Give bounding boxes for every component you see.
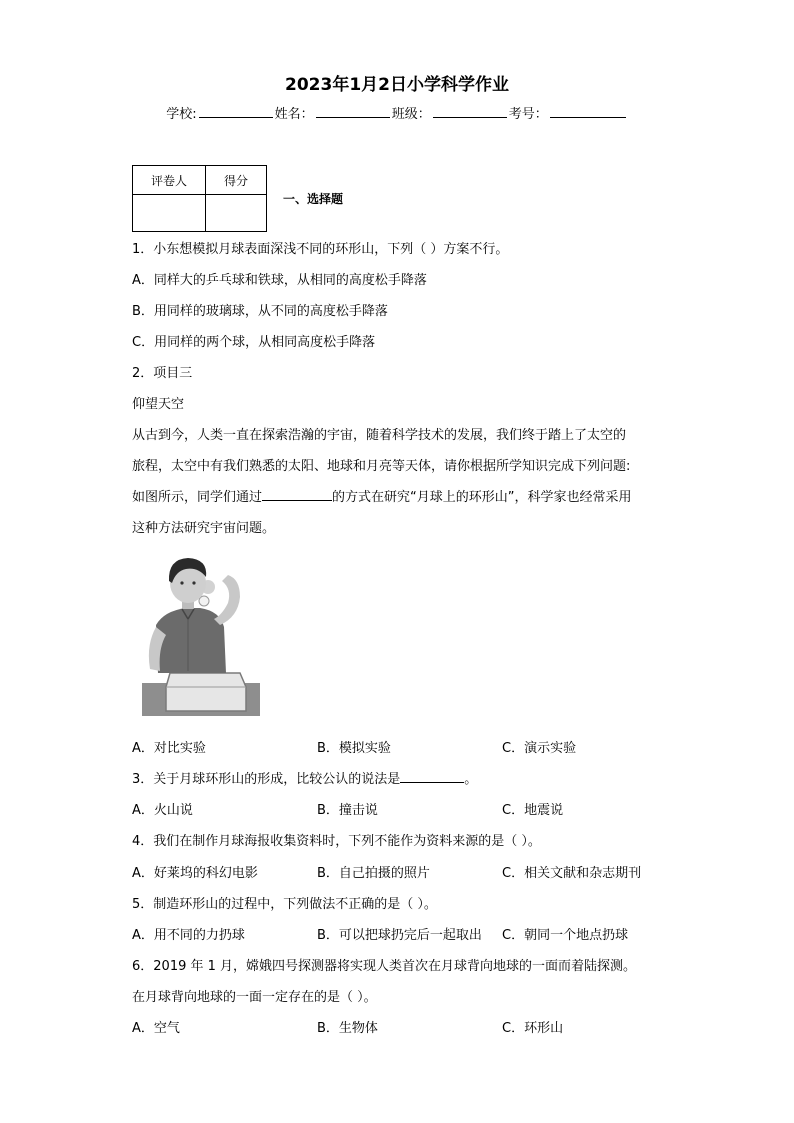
exam-no-blank[interactable]: [550, 105, 626, 118]
question-2-option-c: C．演示实验: [502, 741, 577, 756]
question-3-option-c: C．地震说: [502, 803, 564, 818]
grader-cell[interactable]: [133, 195, 206, 232]
question-6-stem-line-1: 6．2019 年 1 月，嫦娥四号探测器将实现人类首次在月球背向地球的一面而着陆探测。: [132, 959, 637, 974]
name-blank[interactable]: [316, 105, 390, 118]
question-6-stem-line-2: 在月球背向地球的一面一定存在的是（ ）。: [132, 990, 377, 1005]
question-2-text-before-blank: 如图所示，同学们通过: [132, 490, 263, 505]
question-6-option-a: A．空气: [132, 1021, 180, 1036]
school-blank[interactable]: [199, 105, 273, 118]
question-2-text-after-blank: 的方式在研究“月球上的环形山”，科学家也经常采用: [332, 490, 632, 505]
question-2-paragraph-line-4: 这种方法研究宇宙问题。: [132, 521, 276, 536]
question-4-stem: 4．我们在制作月球海报收集资料时，下列不能作为资料来源的是（ ）。: [132, 834, 541, 849]
question-1-stem: 1．小东想模拟月球表面深浅不同的环形山，下列（ ）方案不行。: [132, 242, 509, 257]
question-1-option-a: A．同样大的乒乓球和铁球，从相同的高度松手降落: [132, 273, 427, 288]
section-title: 一、选择题: [283, 192, 344, 206]
question-4-option-a: A．好莱坞的科幻电影: [132, 866, 258, 881]
question-2-subtitle: 仰望天空: [132, 397, 185, 412]
exam-no-label: 考号：: [508, 107, 548, 122]
class-blank[interactable]: [433, 105, 507, 118]
grader-header: 评卷人: [133, 166, 206, 195]
question-5-option-b: B．可以把球扔完后一起取出: [317, 928, 482, 943]
question-6-option-b: B．生物体: [317, 1021, 378, 1036]
school-label: 学校:: [166, 107, 197, 122]
question-2-stem: 2．项目三: [132, 366, 193, 381]
question-4-option-b: B．自己拍摄的照片: [317, 866, 430, 881]
question-1-option-b: B．用同样的玻璃球，从不同的高度松手降落: [132, 304, 388, 319]
question-4-option-c: C．相关文献和杂志期刊: [502, 866, 642, 881]
score-cell[interactable]: [206, 195, 267, 232]
question-1-option-c: C．用同样的两个球，从相同高度松手降落: [132, 335, 376, 350]
question-3-option-b: B．撞击说: [317, 803, 378, 818]
question-2-paragraph-line-1: 从古到今，人类一直在探索浩瀚的宇宙，随着科学技术的发展，我们终于踏上了太空的: [132, 428, 627, 443]
question-3-option-a: A．火山说: [132, 803, 193, 818]
question-3-text-before-blank: 3．关于月球环形山的形成，比较公认的说法是: [132, 772, 401, 787]
question-5-option-a: A．用不同的力扔球: [132, 928, 245, 943]
question-2-answer-blank[interactable]: [262, 488, 332, 501]
question-5-option-c: C．朝同一个地点扔球: [502, 928, 629, 943]
question-2-paragraph-line-2: 旅程，太空中有我们熟悉的太阳、地球和月亮等天体，请你根据所学知识完成下列问题:: [132, 459, 631, 474]
question-2-option-a: A．对比实验: [132, 741, 206, 756]
page-title: 2023年1月2日小学科学作业: [285, 75, 509, 95]
child-experiment-photo: [142, 553, 260, 716]
student-info-line: [0, 103, 794, 122]
question-3-answer-blank[interactable]: [400, 770, 464, 783]
score-table: [132, 165, 267, 232]
question-3-stem: [132, 768, 477, 787]
question-3-text-after-blank: 。: [464, 772, 478, 787]
question-6-option-c: C．环形山: [502, 1021, 564, 1036]
question-2-paragraph-line-3: [132, 486, 632, 505]
question-5-stem: 5．制造环形山的过程中，下列做法不正确的是（ ）。: [132, 897, 437, 912]
score-header: 得分: [206, 166, 267, 195]
question-2-option-b: B．模拟实验: [317, 741, 391, 756]
class-label: 班级：: [391, 107, 431, 122]
name-label: 姓名：: [274, 107, 314, 122]
